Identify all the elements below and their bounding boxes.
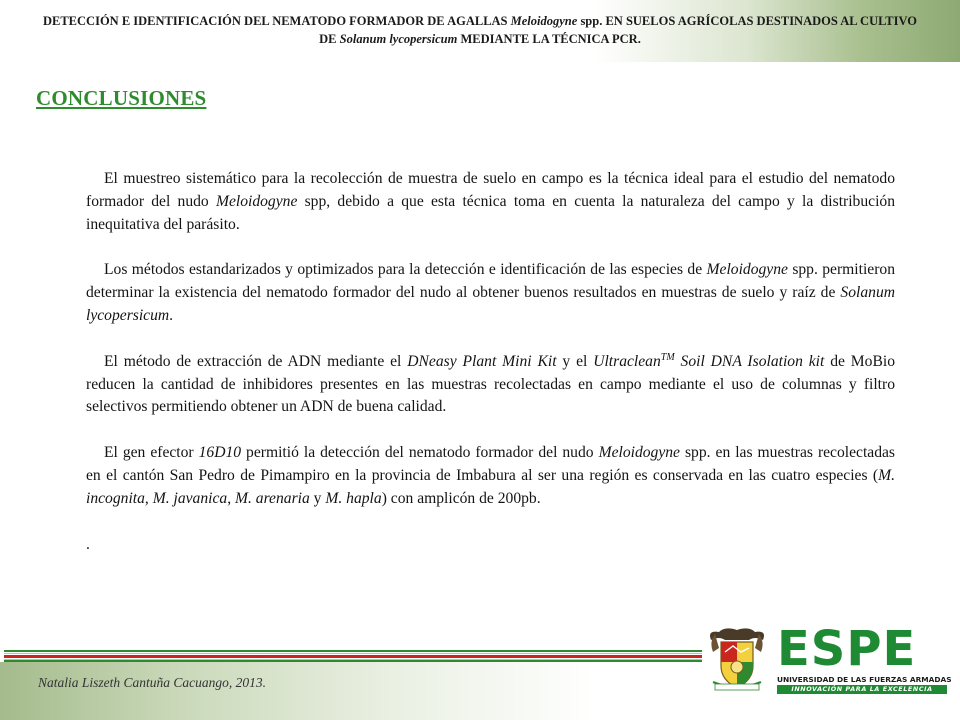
p2-italic-b: Meloidogyne (706, 261, 788, 279)
espe-crest-icon (705, 622, 769, 694)
p1-text-a: El muestreo sistemático para la recolección de muestra de suelo en campo es la técnica ideal para el estudio del nematodo formador del nudo (86, 170, 895, 210)
title-genus: Meloidogyne (510, 14, 578, 28)
p4-text-k: y (309, 489, 326, 507)
p4-text-e: spp. en las muestras recolectadas en el cantón San Pedro de Pimampiro en la provincia de Imbabura al ser una región es conservada en las cuatro especies ( (86, 444, 895, 484)
title-text-2: spp. EN SUELOS AGRÍCOLAS DESTINADOS AL CULTIVO DE (319, 14, 917, 46)
p1-text-c: spp, debido a que esta técnica toma en cuenta la naturaleza del campo y la distribución inequitativa del parásito. (86, 192, 895, 233)
conclusions-body (86, 168, 895, 556)
footer-stripes (4, 650, 702, 662)
p2-italic-d: Solanum lycopersicum (86, 284, 895, 324)
p4-text-c: permitió la detección del nematodo formador del nudo (241, 444, 599, 462)
p4-text-g: , (144, 489, 153, 507)
p1-italic-b: Meloidogyne (215, 192, 298, 210)
p4-italic-l: M. hapla (325, 489, 382, 507)
p3-text-f: de MoBio reducen la cantidad de inhibidores presentes en las muestras recolectadas en campo mediante el uso de columnas y filtro selectivos permitiendo obtener un ADN de buena calidad. (86, 352, 895, 416)
p4-text-i: , (227, 489, 235, 507)
conclusion-paragraph-2 (86, 259, 895, 327)
p3-italic-b: DNeasy Plant Mini Kit (407, 352, 557, 370)
p4-text-m: ) con amplicón de 200pb. (381, 489, 541, 507)
espe-logo (705, 622, 950, 694)
title-text-3: MEDIANTE LA TÉCNICA PCR. (457, 32, 641, 46)
title-text-1: DETECCIÓN E IDENTIFICACIÓN DEL NEMATODO FORMADOR DE AGALLAS (42, 14, 511, 28)
p2-text-e: . (169, 306, 174, 324)
conclusion-paragraph-1 (86, 168, 895, 236)
conclusion-paragraph-3 (86, 351, 895, 419)
university-tagline: INNOVACIÓN PARA LA EXCELENCIA (777, 685, 947, 694)
p3-trademark-sup: TM (660, 351, 675, 363)
p3-text-a: El método de extracción de ADN mediante el (104, 352, 408, 370)
p4-italic-f: M. incognita (86, 466, 895, 507)
p4-text-a: El gen efector (104, 444, 199, 462)
espe-wordmark: ESPE (777, 621, 917, 677)
p2-text-c: spp. permitieron determinar la existencia del nematodo formador del nudo al obtener buenos resultados en muestras de suelo y raíz de (86, 261, 895, 302)
p4-italic-d: Meloidogyne (598, 444, 680, 462)
p4-italic-j: M. arenaria (234, 489, 310, 507)
p3-italic-d: Ultraclean (593, 352, 661, 370)
footer-author: Natalia Liszeth Cantuña Cacuango, 2013. (38, 675, 267, 690)
p4-italic-b: 16D10 (198, 444, 242, 462)
p3-italic-e: Soil DNA Isolation kit (674, 352, 825, 370)
title-species: Solanum lycopersicum (339, 32, 458, 46)
presentation-title (40, 12, 920, 48)
p4-italic-h: M. javanica (152, 489, 228, 507)
university-name: UNIVERSIDAD DE LAS FUERZAS ARMADAS (777, 675, 952, 684)
conclusion-paragraph-5: . (86, 535, 90, 553)
p3-text-c: y el (556, 352, 594, 370)
section-heading: CONCLUSIONES (36, 86, 207, 110)
conclusion-paragraph-4 (86, 442, 895, 510)
p2-text-a: Los métodos estandarizados y optimizados para la detección e identificación de las especies de (104, 261, 707, 279)
